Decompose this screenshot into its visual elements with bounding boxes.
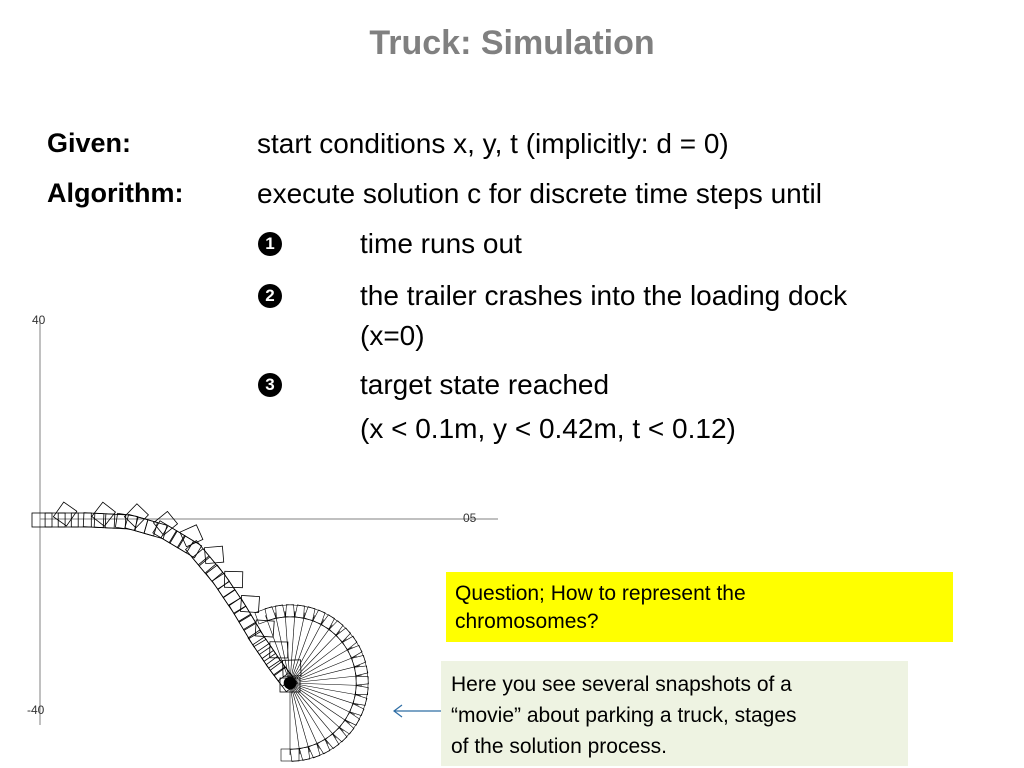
- fan-hub: [284, 677, 296, 689]
- note-line-2: “movie” about parking a truck, stages: [451, 704, 797, 727]
- slide-title: Truck: Simulation: [369, 24, 655, 62]
- note-line-1: Here you see several snapshots of a: [451, 673, 792, 696]
- note-box: [441, 661, 908, 766]
- fan-spoke: [290, 683, 310, 752]
- item-2-line2: (x=0): [360, 320, 425, 351]
- question-line-1: Question; How to represent the: [455, 582, 746, 605]
- note-line-3: of the solution process.: [451, 735, 667, 758]
- final-rotation-fan: [255, 605, 369, 762]
- fan-spoke: [290, 683, 359, 705]
- trailer-snapshot: [204, 546, 223, 563]
- y-axis-bottom-label: -40: [27, 703, 45, 717]
- truck-snapshots: [32, 502, 301, 692]
- item-1-marker: 1: [258, 232, 282, 256]
- truck-snapshot: [45, 513, 65, 527]
- item-2-marker: 2: [258, 284, 282, 308]
- x-axis-right-label: 05: [463, 511, 477, 525]
- algorithm-label: Algorithm:: [47, 178, 184, 208]
- item-3-marker: 3: [258, 373, 282, 397]
- y-axis-top-label: 40: [32, 313, 46, 327]
- given-label: Given:: [47, 128, 132, 158]
- trailer-snapshot: [255, 620, 274, 637]
- truck-snapshot: [248, 630, 271, 654]
- question-line-2: chromosomes?: [455, 610, 599, 633]
- trailer-snapshot: [224, 571, 242, 587]
- item-3-line2: (x < 0.1m, y < 0.42m, t < 0.12): [360, 413, 736, 444]
- given-text: start conditions x, y, t (implicitly: d = 0): [257, 128, 729, 159]
- algorithm-text: execute solution c for discrete time steps until: [257, 178, 822, 209]
- fan-spoke: [290, 639, 347, 683]
- truck-snapshot: [199, 557, 223, 581]
- trailer-snapshot: [240, 595, 259, 612]
- fan-spoke: [290, 683, 336, 738]
- trailer-snapshot: [180, 525, 203, 547]
- truck-snapshot: [32, 513, 52, 527]
- truck-snapshot: [83, 513, 104, 528]
- item-1-text: time runs out: [360, 228, 522, 259]
- fan-spoke: [290, 683, 344, 731]
- truck-snapshot: [192, 549, 216, 573]
- item-2-line1: the trailer crashes into the loading dock: [360, 280, 848, 311]
- question-box: [446, 572, 953, 642]
- fan-spoke: [290, 631, 340, 683]
- item-3-line1: target state reached: [360, 369, 610, 400]
- truck-snapshot: [58, 513, 78, 527]
- arrow-left-icon: [390, 703, 444, 719]
